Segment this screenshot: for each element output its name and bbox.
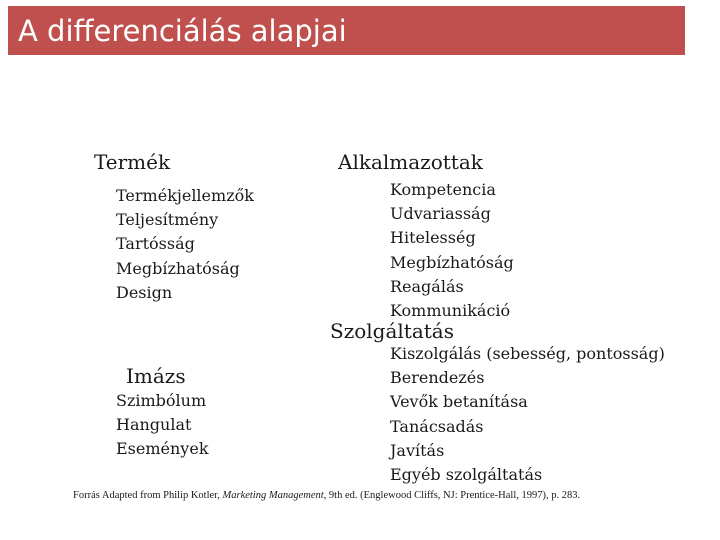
list-item: Egyéb szolgáltatás bbox=[390, 465, 543, 485]
list-item: Megbízhatóság bbox=[390, 252, 514, 272]
footnote-suffix: , 9th ed. (Englewood Cliffs, NJ: Prentice-Hall, 1997), p. 283. bbox=[323, 490, 581, 501]
list-item: Termékjellemzők bbox=[116, 186, 254, 205]
list-item: Udvariasság bbox=[390, 204, 491, 224]
list-item: Hitelesség bbox=[390, 228, 476, 248]
section-heading-termek: Termék bbox=[94, 150, 171, 174]
list-item: Tanácsadás bbox=[390, 416, 484, 436]
list-szolgaltatas bbox=[390, 342, 665, 487]
list-item: Berendezés bbox=[390, 368, 485, 388]
list-alkalmazottak bbox=[390, 178, 514, 323]
slide-title: A differenciálás alapjai bbox=[18, 14, 347, 48]
list-item: Kommunikáció bbox=[390, 301, 511, 321]
list-termek bbox=[116, 184, 254, 305]
section-heading-szolgaltatas: Szolgáltatás bbox=[330, 319, 454, 343]
list-item: Design bbox=[116, 282, 173, 302]
list-item: Tartósság bbox=[116, 234, 195, 254]
section-heading-imazs: Imázs bbox=[126, 364, 186, 388]
list-item: Szimbólum bbox=[116, 391, 207, 410]
list-item: Megbízhatóság bbox=[116, 258, 240, 278]
footnote-prefix: Forrás Adapted from Philip Kotler, bbox=[73, 490, 223, 501]
list-item: Kiszolgálás (sebesség, pontosság) bbox=[390, 344, 665, 363]
list-item: Javítás bbox=[390, 440, 445, 460]
list-imazs bbox=[116, 389, 209, 462]
list-item: Teljesítmény bbox=[116, 210, 219, 230]
title-bar bbox=[8, 6, 685, 55]
list-item: Reagálás bbox=[390, 276, 464, 296]
list-item: Vevők betanítása bbox=[390, 392, 528, 412]
list-item: Hangulat bbox=[116, 415, 192, 435]
list-item: Események bbox=[116, 439, 209, 459]
list-item: Kompetencia bbox=[390, 180, 496, 199]
section-heading-alkalmazottak: Alkalmazottak bbox=[338, 150, 483, 174]
source-footnote bbox=[73, 490, 580, 501]
footnote-book-title: Marketing Management bbox=[222, 490, 324, 501]
